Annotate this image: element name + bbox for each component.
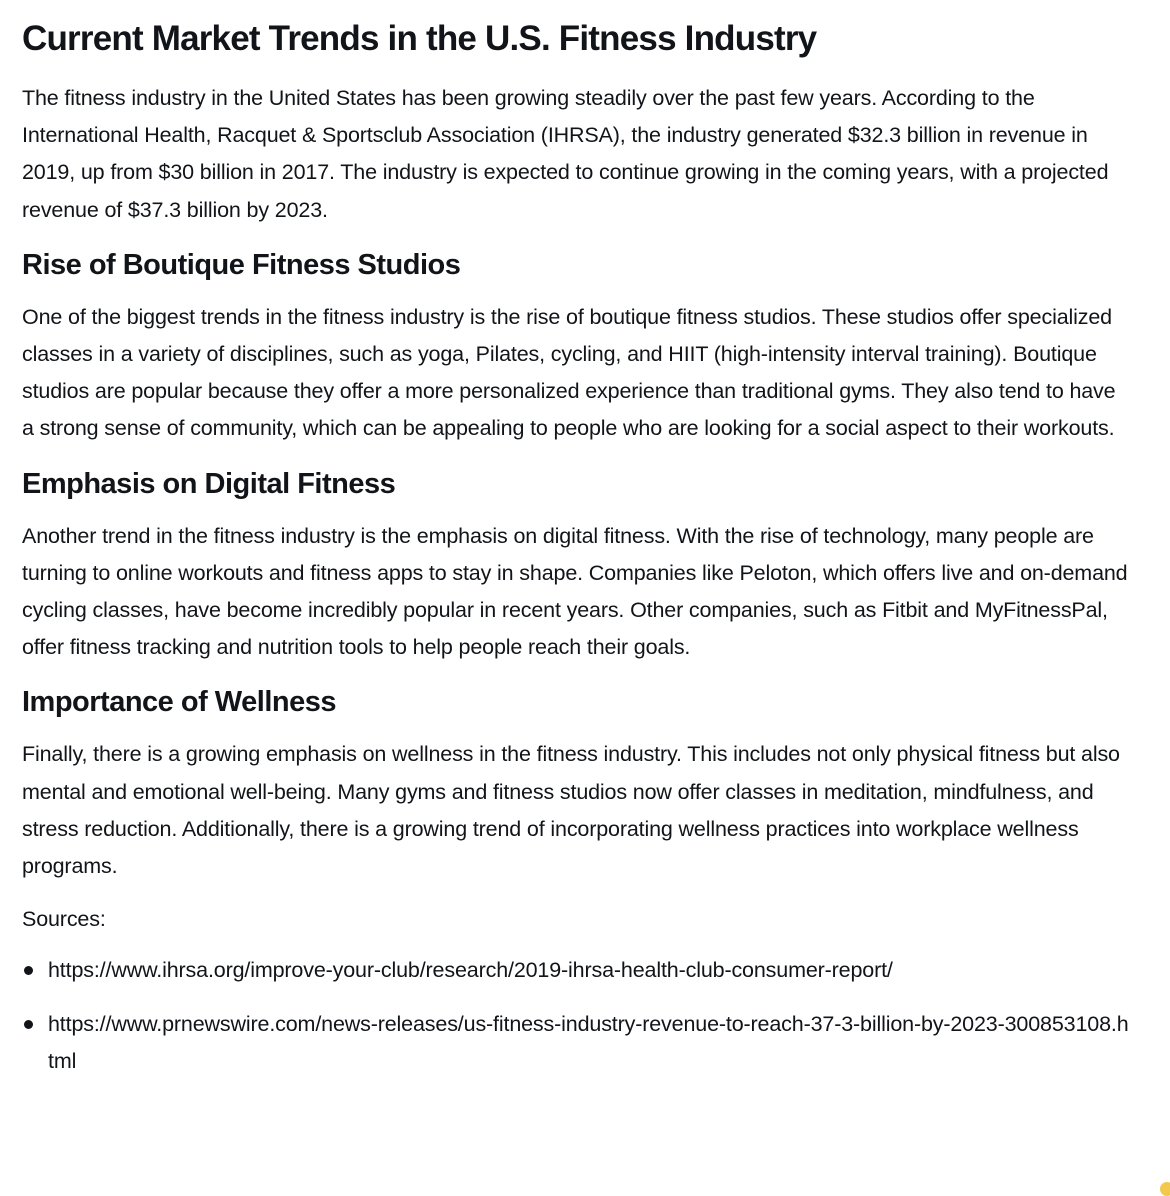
source-item — [22, 1006, 1132, 1080]
section-heading-wellness: Importance of Wellness — [22, 686, 336, 719]
sources-list — [22, 952, 1132, 1080]
article — [22, 14, 1132, 1096]
status-dot-icon — [1160, 1182, 1170, 1196]
section-body-boutique: One of the biggest trends in the fitness industry is the rise of boutique fitness studios. These studios offer specialized classes in a variety of disciplines, such as yoga, Pilates, cycling, and HIIT (high-intensity interval training). Boutique studios are popular because they offer a more personalized experience than traditional gyms. They also tend to have a strong sense of community, which can be appealing to people who are looking for a social aspect to their workouts. — [22, 304, 1116, 441]
page-title: Current Market Trends in the U.S. Fitness Industry — [22, 19, 817, 58]
intro-paragraph: The fitness industry in the United States has been growing steadily over the past few years. According to the International Health, Racquet & Sportsclub Association (IHRSA), the industry generated $32.3 billion in revenue in 2019, up from $30 billion in 2017. The industry is expected to continue growing in the coming years, with a projected revenue of $37.3 billion by 2023. — [22, 86, 1109, 222]
section-heading-boutique: Rise of Boutique Fitness Studios — [22, 248, 461, 281]
bullet-icon — [24, 1020, 33, 1029]
section-body-digital: Another trend in the fitness industry is the emphasis on digital fitness. With the rise of technology, many people are turning to online workouts and fitness apps to stay in shape. Companies like Peloton, which offers live and on-demand cycling classes, have become incredibly popular in recent years. Other companies, such as Fitbit and MyFitnessPal, offer fitness tracking and nutrition tools to help people reach their goals. — [22, 523, 1128, 660]
bullet-icon — [24, 966, 33, 975]
source-link[interactable]: https://www.prnewswire.com/news-releases/us-fitness-industry-revenue-to-reach-37-3-billion-by-2023-300853108.html — [48, 1011, 1129, 1073]
source-link[interactable]: https://www.ihrsa.org/improve-your-club/research/2019-ihrsa-health-club-consumer-report/ — [48, 958, 893, 983]
sources-label: Sources: — [22, 907, 106, 932]
section-heading-digital: Emphasis on Digital Fitness — [22, 467, 396, 500]
source-item — [22, 952, 1132, 989]
section-body-wellness: Finally, there is a growing emphasis on wellness in the fitness industry. This includes not only physical fitness but also mental and emotional well-being. Many gyms and fitness studios now offer classes in meditation, mindfulness, and stress reduction. Additionally, there is a growing trend of incorporating wellness practices into workplace wellness programs. — [22, 742, 1120, 879]
